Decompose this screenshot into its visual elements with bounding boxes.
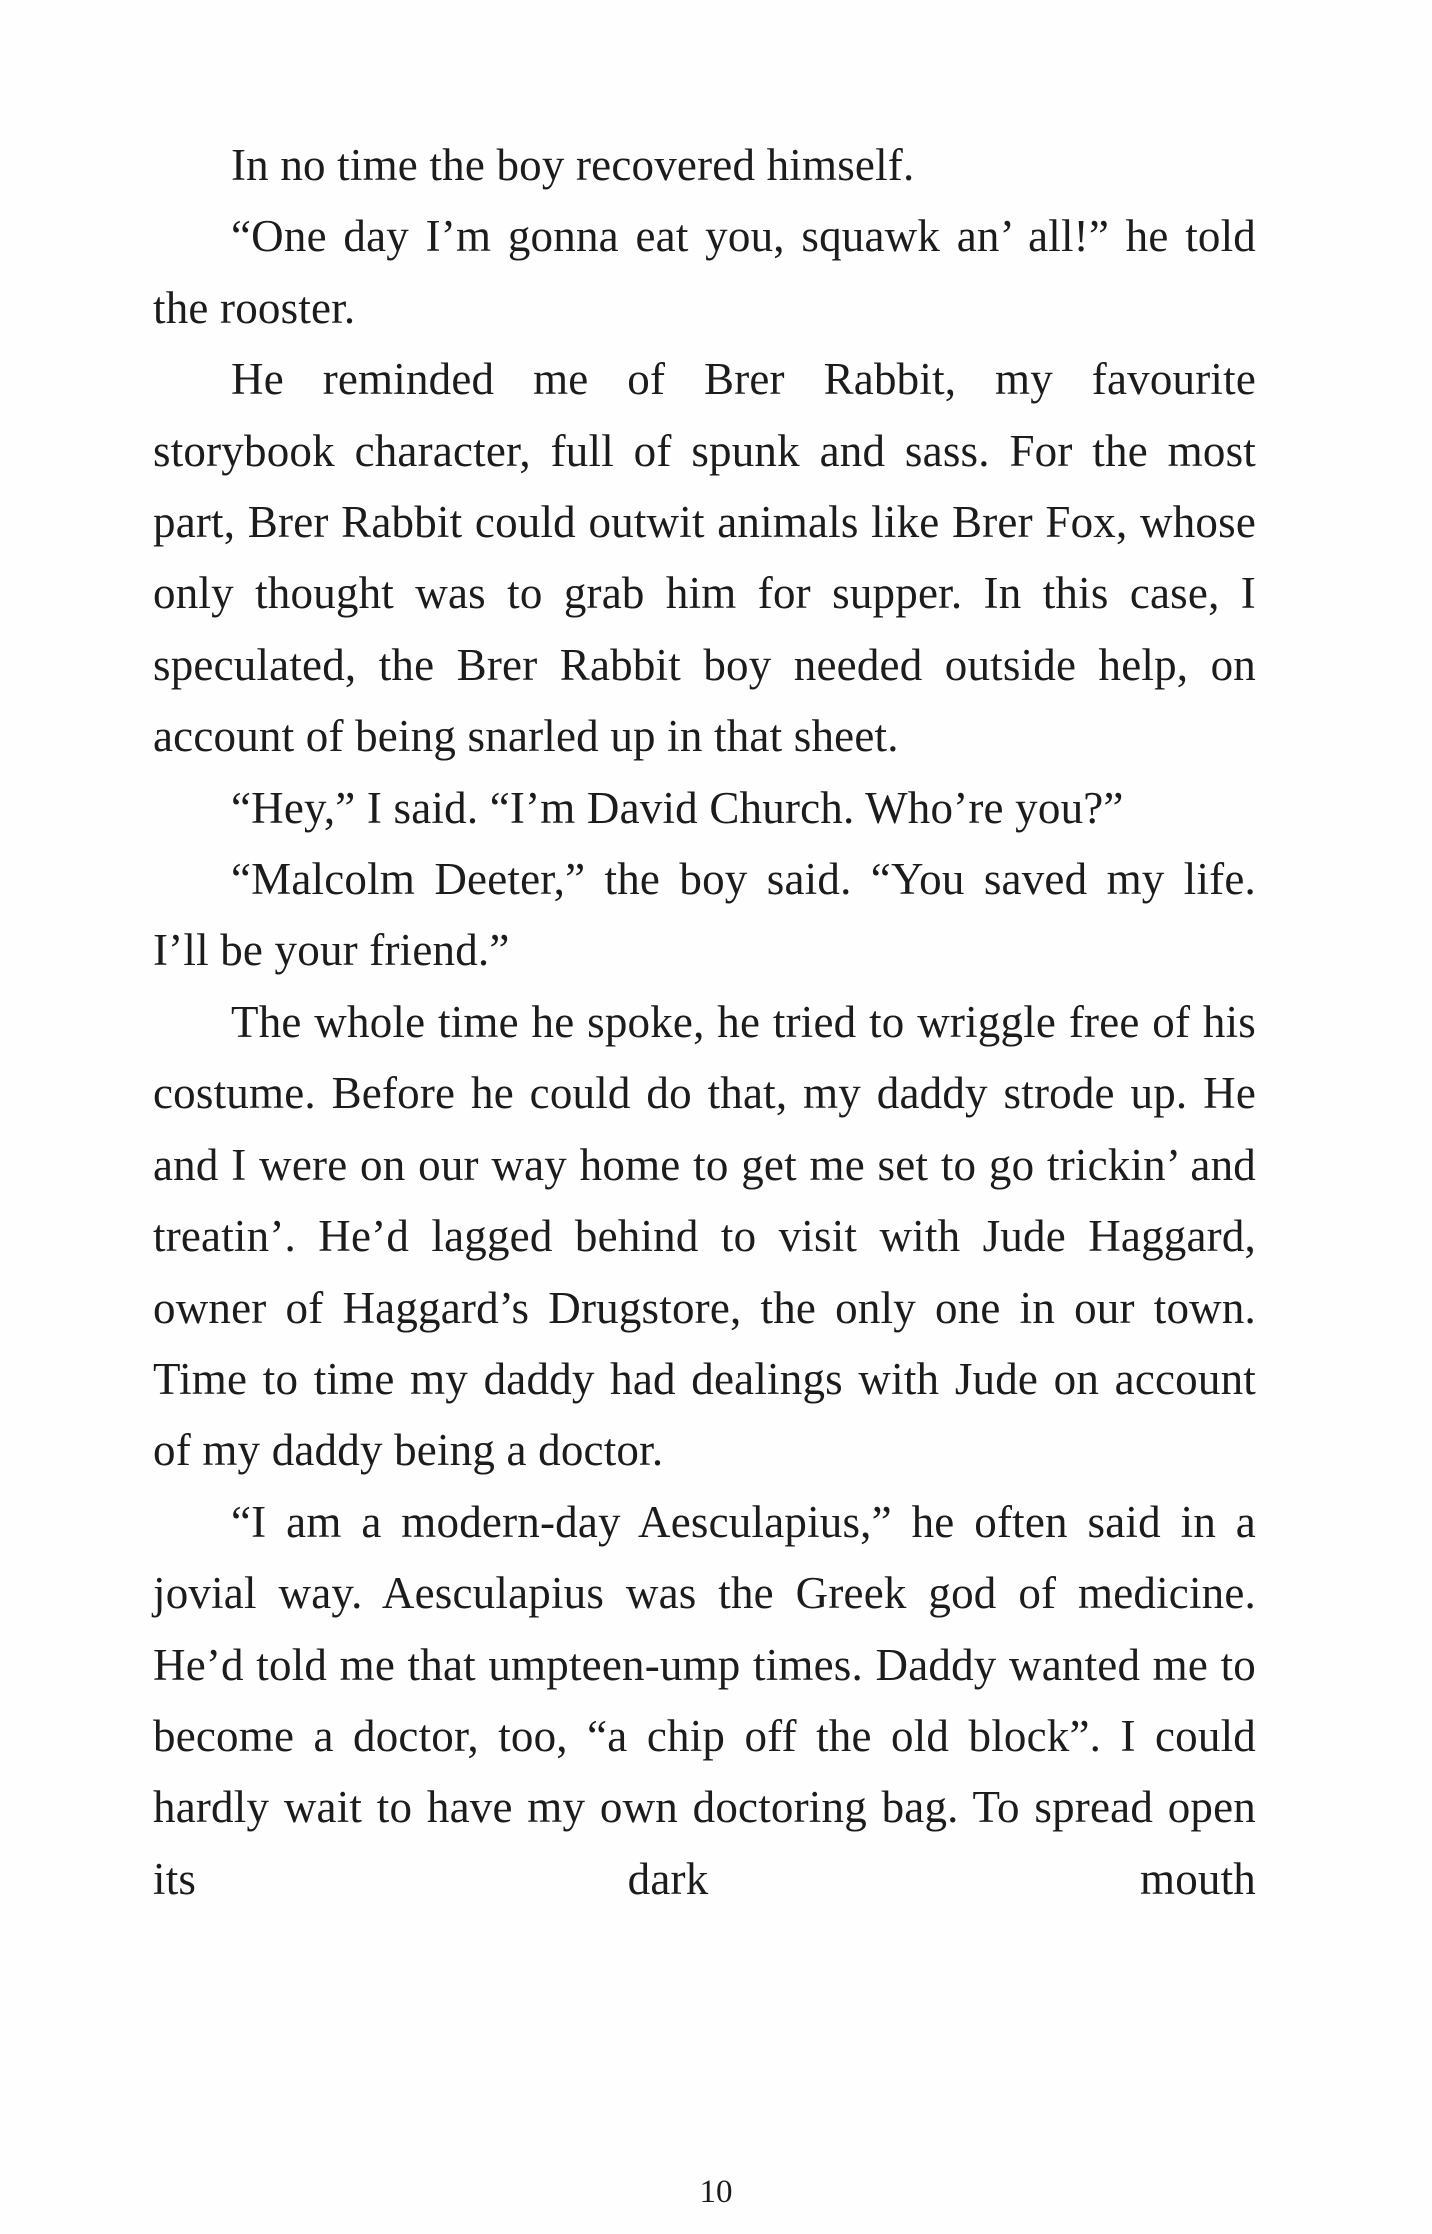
paragraph: He reminded me of Brer Rabbit, my favourite storybook character, full of spunk and sass. For the most part, Brer Rabbit could outwit animals like Brer Fox, whose only thought was to grab him for supper. In this case, I speculated, the Brer Rabbit boy needed outside help, on account of being snarled up in that sheet. bbox=[153, 354, 1256, 762]
page-number: 10 bbox=[699, 2174, 733, 2210]
paragraph: “I am a modern-day Aesculapius,” he often said in a jovial way. Aesculapius was the Greek god of medicine. He’d told me that umpteen-ump times. Daddy wanted me to become a doctor, too, “a chip off the old block”. I could hardly wait to have my own doctoring bag. To spread open its dark mouth bbox=[153, 1496, 1256, 1904]
paragraph: In no time the boy recovered himself. bbox=[231, 140, 915, 190]
paragraph: The whole time he spoke, he tried to wriggle free of his costume. Before he could do that, my daddy strode up. He and I were on our way home to get me set to go trickin’ and treatin’. He’d lagged behind to visit with Jude Haggard, owner of Haggard’s Drugstore, the only one in our town. Time to time my daddy had dealings with Jude on account of my daddy being a doctor. bbox=[153, 996, 1256, 1476]
paragraph: “One day I’m gonna eat you, squawk an’ all!” he told the rooster. bbox=[153, 211, 1256, 333]
body-text bbox=[153, 130, 1256, 1915]
paragraph: “Hey,” I said. “I’m David Church. Who’re you?” bbox=[231, 782, 1124, 833]
paragraph: “Malcolm Deeter,” the boy said. “You saved my life. I’ll be your friend.” bbox=[153, 854, 1256, 976]
